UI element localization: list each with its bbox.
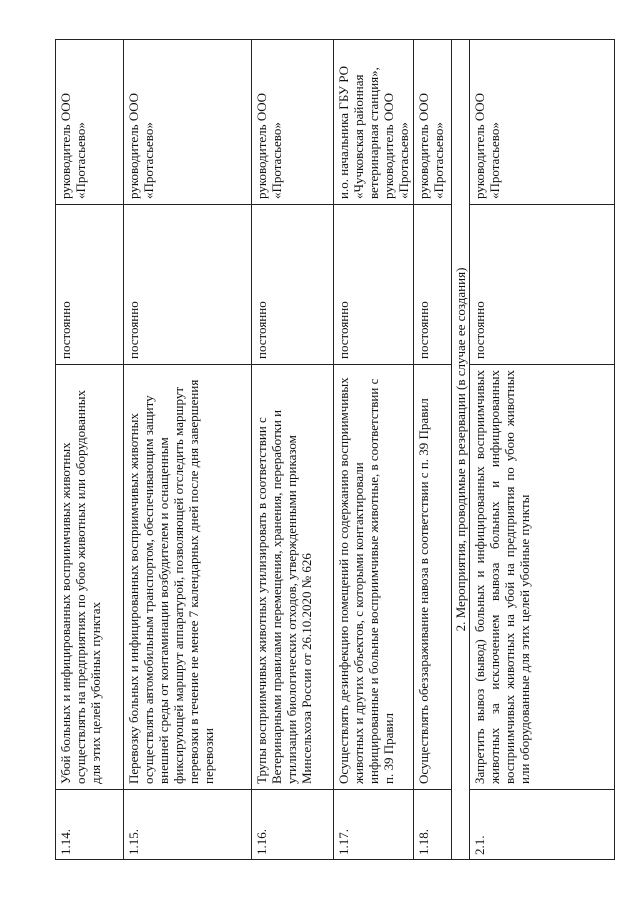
section-header-row (452, 40, 470, 860)
row-period: постоянно (334, 205, 414, 365)
row-responsible: руководитель ООО «Протасьево» (470, 40, 615, 205)
row-action: Трупы восприимчивых животных утилизировать в соответствии с Ветеринарными правилами перемещения, хранения, переработки и утилизации биологических отходов, утвержденными приказом Минсельхоза России от 26.10.2020 № 626 (252, 365, 334, 790)
row-period: постоянно (252, 205, 334, 365)
row-responsible: руководитель ООО «Протасьево» (124, 40, 252, 205)
table-row (470, 40, 615, 860)
table-row (252, 40, 334, 860)
row-action: Запретить вывоз (вывод) больных и инфицированных восприимчивых животных за исключением вывоза больных и инфицированных восприимчивых животных на убой на предприятия по убою животных или оборудованные для этих целей убойные пункты (470, 365, 615, 790)
measures-table (55, 39, 615, 860)
row-number: 1.17. (334, 790, 414, 860)
row-period: постоянно (470, 205, 615, 365)
row-responsible: и.о. начальника ГБУ РО «Чучковская районная ветеринарная станция», руководитель ООО «Протасьево» (334, 40, 414, 205)
table-row (334, 40, 414, 860)
row-action: Осуществлять обеззараживание навоза в соответствии с п. 39 Правил (414, 365, 452, 790)
row-period: постоянно (414, 205, 452, 365)
table-row (56, 40, 124, 860)
row-number: 1.16. (252, 790, 334, 860)
row-responsible: руководитель ООО «Протасьево» (56, 40, 124, 205)
row-period: постоянно (124, 205, 252, 365)
table-row (124, 40, 252, 860)
row-action: Перевозку больных и инфицированных восприимчивых животных осуществлять автомобильным транспортом, обеспечивающим защиту внешней среды от контаминации возбудителем и оснащенным фиксирующей маршрут аппаратурой, позволяющей отследить маршрут перевозки в течение не менее 7 календарных дней после дня завершения перевозки (124, 365, 252, 790)
row-action: Осуществлять дезинфекцию помещений по содержанию восприимчивых животных и других объектов, с которыми контактировали инфицированные и больные восприимчивые животные, в соответствии с п. 39 Правил (334, 365, 414, 790)
row-number: 1.18. (414, 790, 452, 860)
table-row (414, 40, 452, 860)
row-responsible: руководитель ООО «Протасьево» (414, 40, 452, 205)
row-number: 1.15. (124, 790, 252, 860)
rotated-page (55, 40, 615, 860)
row-responsible: руководитель ООО «Протасьево» (252, 40, 334, 205)
section-title: 2. Мероприятия, проводимые в резервации (в случае ее создания) (452, 40, 470, 860)
row-number: 2.1. (470, 790, 615, 860)
row-period: постоянно (56, 205, 124, 365)
row-number: 1.14. (56, 790, 124, 860)
row-action: Убой больных и инфицированных восприимчивых животных осуществлять на предприятиях по убою животных или оборудованных для этих целей убойных пунктах (56, 365, 124, 790)
